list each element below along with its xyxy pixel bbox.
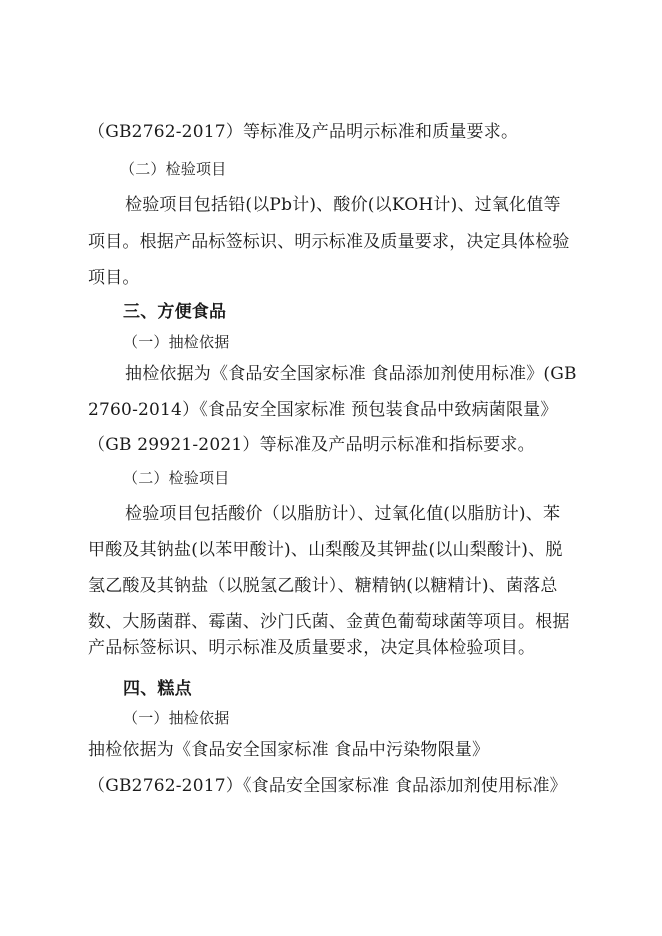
paragraph-line: 数、大肠菌群、霉菌、沙门氏菌、金黄色葡萄球菌等项目。根据 (88, 612, 570, 632)
subsection-heading: （二）检验项目 (120, 160, 227, 178)
paragraph-line: （GB 29921-2021）等标准及产品明示标准和指标要求。 (88, 435, 535, 455)
section-heading: 三、方便食品 (123, 302, 227, 322)
subsection-heading: （二）检验项目 (123, 469, 230, 487)
paragraph-line: 项目。根据产品标签标识、明示标准及质量要求，决定具体检验 (88, 232, 570, 252)
subsection-heading: （一）抽检依据 (123, 709, 230, 727)
paragraph-line: （GB2762-2017）《食品安全国家标准 食品添加剂使用标准》 (88, 776, 567, 796)
paragraph-line: 检验项目包括酸价（以脂肪计）、过氧化值(以脂肪计)、苯 (125, 504, 561, 524)
paragraph-line: 2760-2014）《食品安全国家标准 预包装食品中致病菌限量》 (88, 400, 558, 420)
paragraph-line: 甲酸及其钠盐(以苯甲酸计)、山梨酸及其钾盐(以山梨酸计)、脱 (88, 540, 563, 560)
subsection-heading: （一）抽检依据 (123, 333, 230, 351)
paragraph-line: 项目。 (88, 268, 140, 288)
paragraph-line: （GB2762-2017）等标准及产品明示标准和质量要求。 (88, 122, 519, 142)
paragraph-line: 氢乙酸及其钠盐（以脱氢乙酸计）、糖精钠(以糖精计)、菌落总 (88, 576, 558, 596)
section-heading: 四、糕点 (123, 679, 192, 699)
paragraph-line: 抽检依据为《食品安全国家标准 食品中污染物限量》 (88, 740, 490, 760)
paragraph-line: 检验项目包括铅(以Pb计)、酸价(以KOH计)、过氧化值等 (125, 195, 561, 215)
paragraph-line: 抽检依据为《食品安全国家标准 食品添加剂使用标准》(GB (125, 364, 577, 384)
paragraph-line: 产品标签标识、明示标准及质量要求，决定具体检验项目。 (88, 638, 536, 658)
